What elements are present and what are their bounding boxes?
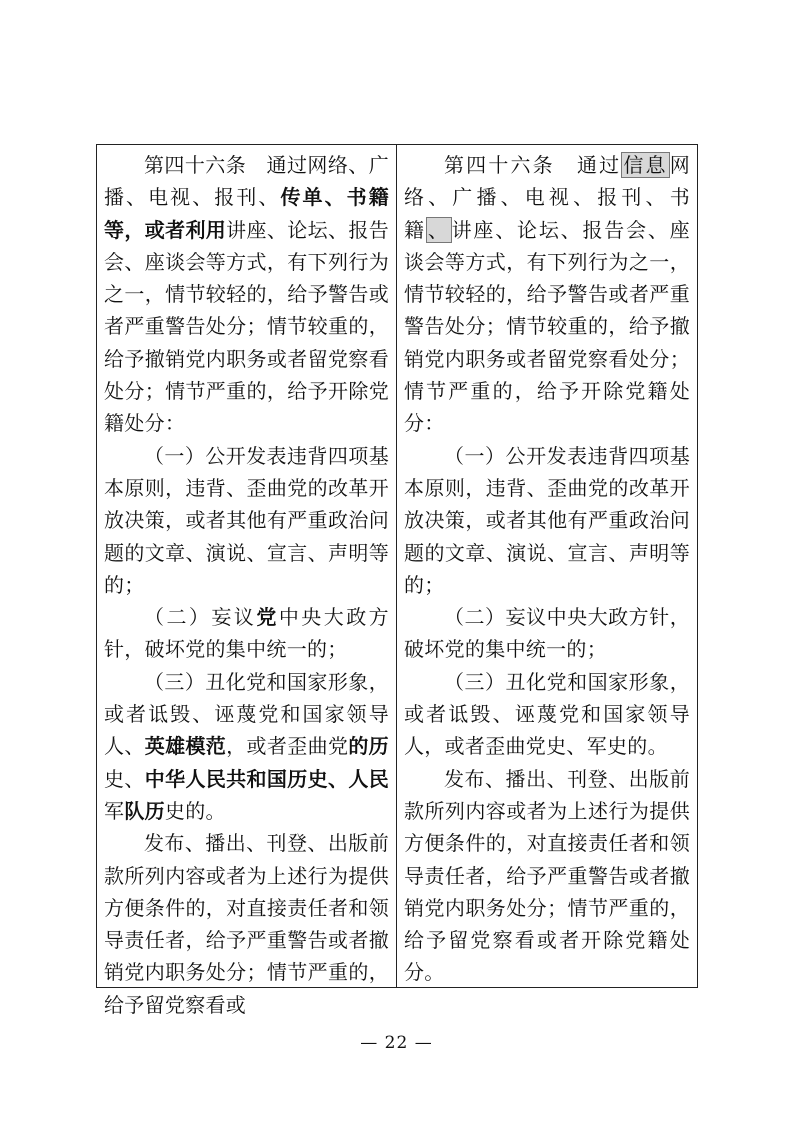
bold-segment: 中华人民共和国历史、人民 bbox=[144, 766, 389, 791]
left-paragraph-2: 发布、播出、刊登、出版前款所列内容或者为上述行为提供方便条件的，对直接责任者和领导责任者，给予严重警告或者撤销党内职务处分；情节严重的，给予留党察看或 bbox=[104, 831, 389, 1017]
highlighted-insertion: 、 bbox=[427, 217, 450, 242]
bold-segment: 党 bbox=[256, 605, 279, 630]
text-segment: （三）丑化党和国家形象，或者诋毁、诬蔑党和国家领导人、 bbox=[104, 669, 389, 759]
left-column-original-text bbox=[97, 145, 397, 1017]
page-number: — 22 — bbox=[360, 1033, 433, 1053]
comparison-table bbox=[96, 144, 698, 1017]
left-article-46-intro bbox=[104, 149, 389, 440]
text-segment: 第四十六条 通过网络、广播、电视、报刊、 bbox=[104, 153, 389, 210]
left-item-1: （一）公开发表违背四项基本原则，违背、歪曲党的改革开放决策，或者其他有严重政治问题的文章、演说、宣言、声明等的； bbox=[104, 443, 389, 597]
right-column-revised-text bbox=[397, 145, 697, 987]
bold-segment: 的历 bbox=[348, 734, 389, 759]
bold-segment: 队历 bbox=[124, 798, 165, 823]
text-segment: 中央大政方针，破坏党的集中统一的； bbox=[104, 605, 389, 662]
left-item-3 bbox=[104, 666, 389, 827]
right-item-1: （一）公开发表违背四项基本原则，违背、歪曲党的改革开放决策，或者其他有严重政治问题的文章、演说、宣言、声明等的； bbox=[404, 443, 690, 597]
text-segment: 讲座、论坛、报告会、座谈会等方式，有下列行为之一，情节较轻的，给予警告或者严重警告处分；情节较重的，给予撤销党内职务或者留党察看处分；情节严重的，给予开除党籍处分： bbox=[104, 217, 389, 436]
text-segment: 讲座、论坛、报告会、座谈会等方式，有下列行为之一，情节较轻的，给予警告或者严重警告处分；情节较重的，给予撤销党内职务或者留党察看处分；情节严重的，给予开除党籍处分： bbox=[404, 217, 690, 436]
bold-segment: 传单、书籍等，或者利用 bbox=[104, 185, 389, 242]
text-segment: （二）妄议 bbox=[144, 605, 257, 630]
right-paragraph-2: 发布、播出、刊登、出版前款所列内容或者为上述行为提供方便条件的，对直接责任者和领导责任者，给予严重警告或者撤销党内职务处分；情节严重的，给予留党察看或者开除党籍处分。 bbox=[404, 766, 690, 985]
text-segment: 军 bbox=[104, 798, 125, 823]
right-item-3: （三）丑化党和国家形象，或者诋毁、诬蔑党和国家领导人，或者歪曲党史、军史的。 bbox=[404, 669, 690, 759]
text-segment: 史的。 bbox=[164, 798, 226, 823]
right-article-46-intro bbox=[404, 149, 690, 440]
text-segment: 网络、广播、电视、报刊、书籍 bbox=[404, 153, 690, 242]
text-segment: ，或者歪曲党 bbox=[226, 734, 349, 759]
highlighted-insertion: 信息 bbox=[623, 153, 668, 177]
text-segment: 史、 bbox=[104, 766, 145, 791]
right-item-2: （二）妄议中央大政方针，破坏党的集中统一的； bbox=[404, 605, 690, 662]
bold-segment: 英雄模范 bbox=[144, 734, 227, 759]
left-item-2 bbox=[104, 601, 389, 666]
text-segment: 第四十六条 通过 bbox=[444, 153, 622, 177]
